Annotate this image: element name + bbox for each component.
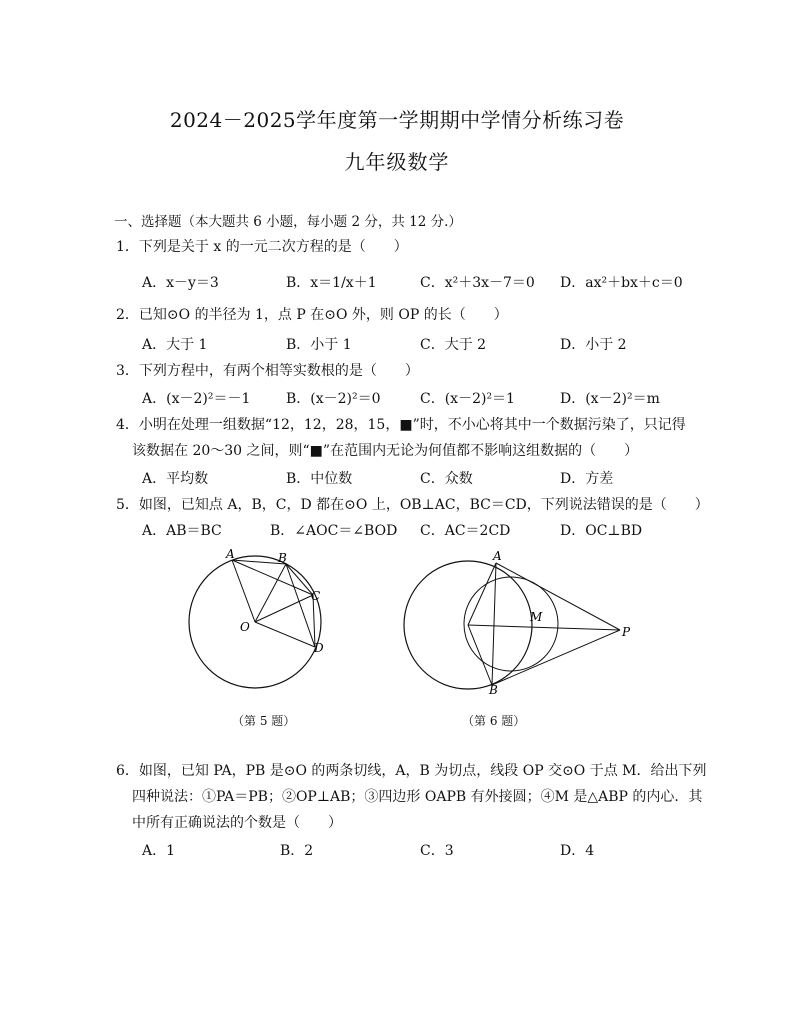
fig5-label-a: A	[226, 548, 235, 561]
question-number: 5．	[116, 497, 139, 513]
q3-option-a: A．(x－2)²＝－1	[142, 391, 251, 407]
figure-6-diagram	[396, 548, 646, 698]
question-stem: 下列方程中，有两个相等实数根的是（ ）	[138, 363, 419, 379]
question-3	[116, 360, 419, 380]
question-number: 3．	[116, 363, 139, 379]
q3-option-c: C．(x－2)²＝1	[420, 391, 515, 407]
q1-option-d: D．ax²＋bx＋c＝0	[560, 275, 683, 291]
question-6	[116, 760, 707, 780]
question-stem: 小明在处理一组数据“12，12，28，15，■”时，不小心将其中一个数据污染了，只记得	[138, 417, 686, 433]
question-stem: 如图，已知 PA，PB 是⊙O 的两条切线，A，B 为切点，线段 OP 交⊙O 于点 M．给出下列	[138, 763, 707, 779]
fig6-label-p: P	[622, 625, 631, 639]
question-stem: 如图，已知点 A，B，C，D 都在⊙O 上，OB⊥AC，BC＝CD，下列说法错误的是（ ）	[138, 497, 709, 513]
q4-option-d: D．方差	[560, 471, 614, 487]
q4-option-b: B．中位数	[286, 471, 353, 487]
q4-option-a: A．平均数	[142, 471, 209, 487]
question-number: 1．	[116, 239, 139, 255]
question-stem: 已知⊙O 的半径为 1，点 P 在⊙O 外，则 OP 的长（ ）	[138, 307, 508, 323]
question-number: 4．	[116, 417, 139, 433]
q5-option-d: D．OC⊥BD	[560, 523, 643, 539]
question-number: 6．	[116, 763, 139, 779]
fig5-label-c: C	[311, 589, 321, 603]
q6-option-c: C．3	[420, 843, 454, 859]
q2-option-c: C．大于 2	[420, 337, 487, 353]
figure-6-caption: （第 6 题）	[462, 714, 526, 728]
figure-5-diagram	[180, 548, 340, 698]
question-6-continued-2: 中所有正确说法的个数是（ ）	[132, 815, 342, 831]
q6-option-a: A．1	[142, 843, 176, 859]
question-1	[116, 236, 408, 256]
exam-title: 2024－2025学年度第一学期期中学情分析练习卷	[169, 108, 625, 132]
fig6-circumcircle	[464, 577, 558, 671]
q5-option-b: B．∠AOC＝∠BOD	[270, 523, 398, 539]
q2-option-d: D．小于 2	[560, 337, 627, 353]
q4-option-c: C．众数	[420, 471, 473, 487]
q5-option-a: A．AB＝BC	[142, 523, 222, 539]
figure-5-caption: （第 5 题）	[232, 714, 296, 728]
fig5-label-o: O	[240, 620, 250, 634]
q6-option-b: B．2	[280, 843, 314, 859]
q2-option-b: B．小于 1	[286, 337, 352, 353]
fig6-label-b: B	[489, 683, 498, 697]
fig5-label-d: D	[314, 641, 324, 655]
question-6-continued: 四种说法：①PA＝PB；②OP⊥AB；③四边形 OAPB 有外接圆；④M 是△ABP 的内心．其	[132, 789, 703, 805]
q3-option-b: B．(x－2)²＝0	[286, 391, 381, 407]
q3-option-d: D．(x－2)²＝m	[560, 391, 660, 407]
q1-option-c: C．x²＋3x－7＝0	[420, 275, 535, 291]
q1-option-b: B．x＝1/x＋1	[286, 275, 377, 291]
question-5	[116, 494, 709, 514]
fig5-label-b: B	[278, 551, 287, 565]
q5-option-c: C．AC＝2CD	[420, 523, 511, 539]
question-4	[116, 414, 686, 434]
section-heading: 一、选择题（本大题共 6 小题，每小题 2 分，共 12 分.）	[114, 214, 462, 230]
question-stem: 下列是关于 x 的一元二次方程的是（ ）	[138, 239, 408, 255]
fig6-label-m: M	[530, 610, 543, 624]
question-4-continued: 该数据在 20～30 之间，则“■”在范围内无论为何值都不影响这组数据的（ ）	[132, 443, 639, 459]
q1-option-a: A．x－y＝3	[142, 275, 219, 291]
exam-subject: 九年级数学	[344, 150, 450, 174]
fig6-label-a: A	[493, 549, 502, 563]
q2-option-a: A．大于 1	[142, 337, 208, 353]
q6-option-d: D．4	[560, 843, 595, 859]
question-number: 2．	[116, 307, 139, 323]
question-2	[116, 304, 508, 324]
